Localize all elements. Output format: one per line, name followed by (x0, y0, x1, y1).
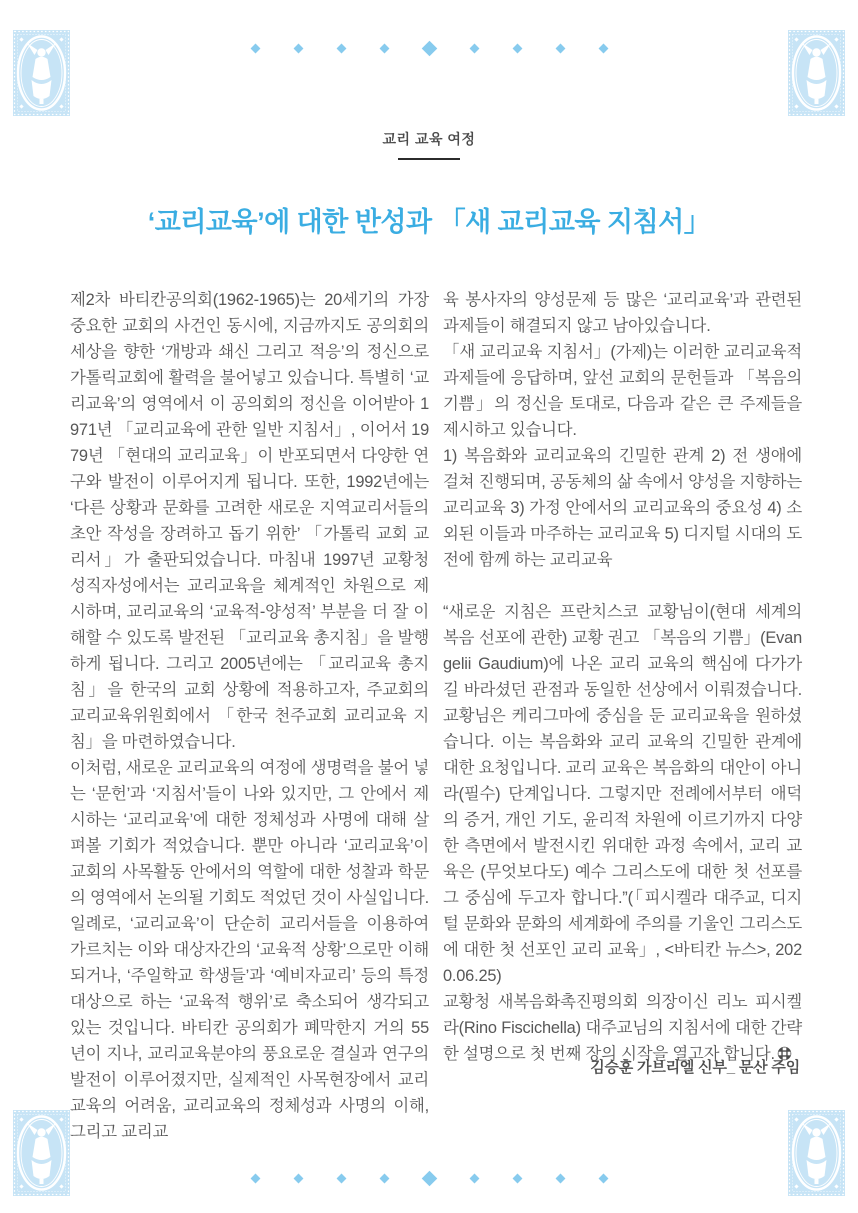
paragraph-gap (443, 573, 802, 599)
diamond-icon (421, 1170, 437, 1186)
paragraph: 1) 복음화와 교리교육의 긴밀한 관계 2) 전 생애에 걸쳐 진행되며, 공동체의 삶 속에서 양성을 지향하는 교리교육 3) 가정 안에서의 교리교육의 중요성 4) 소외된 이들과 마주하는 교리교육 5) 디지털 시대의 도전에 함께 하는 교리교육 (443, 447, 802, 569)
section-kicker: 교리 교육 여정 (382, 131, 476, 147)
diamond-icon (293, 43, 303, 53)
diamond-icon (598, 1173, 608, 1183)
diamond-icon (512, 43, 522, 53)
diamond-icon (336, 1173, 346, 1183)
diamond-separator-bottom (0, 1172, 858, 1184)
diamond-separator-top (0, 42, 858, 54)
diamond-icon (469, 1173, 479, 1183)
article-body (70, 287, 802, 1145)
paragraph-text: 교황청 새복음화촉진평의회 의장이신 리노 피시켈라(Rino Fiscichella) 대주교님의 지침서에 대한 간략한 설명으로 첫 번째 장의 시작을 열고자 합니다. (443, 993, 802, 1063)
diamond-icon (293, 1173, 303, 1183)
paragraph: “새로운 지침은 프란치스코 교황님이(현대 세계의 복음 선포에 관한) 교황 권고 「복음의 기쁨」(Evangelii Gaudium)에 나온 교리 교육의 핵심에 다가가길 바라셨던 관점과 동일한 선상에서 이뤄졌습니다. 교황님은 케리그마에 중심을 둔 교리교육을 원하셨습니다. 이는 복음화와 교리 교육의 긴밀한 관계에 대한 요청입니다. 교리 교육은 복음화의 대안이 아니라(필수) 단계입니다. 그렇지만 전례에서부터 애덕의 증거, 개인 기도, 윤리적 차원에 이르기까지 다양한 측면에서 발전시킨 위대한 과정 속에서, 교리 교육은 (무엇보다도) 예수 그리스도에 대한 첫 선포를 그 중심에 두고자 합니다.”(「피시켈라 대주교, 디지털 문화와 문화의 세계화에 주의를 기울인 그리스도에 대한 첫 선포인 교리 교육」, <바티칸 뉴스>, 2020.06.25) (443, 603, 802, 985)
paragraph: 이처럼, 새로운 교리교육의 여정에 생명력을 불어 넣는 ‘문헌’과 ‘지침서’들이 나와 있지만, 그 안에서 제시하는 ‘교리교육’에 대한 정체성과 사명에 대해 살펴볼 기회가 적었습니다. 뿐만 아니라 ‘교리교육’이 교회의 사목활동 안에서의 역할에 대한 성찰과 학문의 영역에서 논의될 기회도 적었던 것이 사실입니다. 일례로, ‘교리교육’이 단순히 교리서들을 이용하여 가르치는 이와 대상자간의 ‘교육적 상황’으로만 이해되거나, ‘주일학교 학생들’과 ‘예비자교리’ 등의 특정대상으로 하는 ‘교육적 행위’로 축소되어 생각되고 있는 것입니다. 바티칸 공의회가 폐막한지 거의 55년이 지나, 교리교육분야의 풍요로운 결실과 연구의 발전이 이루어졌지만, 실제적인 사목현장에서 교리교육의 어려움, 교리교육의 정체성과 사명의 이해, 그리고 교리교 (70, 759, 429, 1141)
diamond-icon (250, 43, 260, 53)
diamond-icon (512, 1173, 522, 1183)
left-column (70, 287, 429, 1145)
diamond-icon (555, 1173, 565, 1183)
diamond-icon (379, 1173, 389, 1183)
diamond-icon (336, 43, 346, 53)
diamond-icon (469, 43, 479, 53)
article-title: ‘교리교육’에 대한 반성과 「새 교리교육 지침서」 (147, 207, 711, 238)
paragraph: 제2차 바티칸공의회(1962-1965)는 20세기의 가장 중요한 교회의 사건인 동시에, 지금까지도 공의회의 세상을 향한 ‘개방과 쇄신 그리고 적응’의 정신으로 가톨릭교회에 활력을 불어넣고 있습니다. 특별히 ‘교리교육’의 영역에서 이 공의회의 정신을 이어받아 1971년 「교리교육에 관한 일반 지침서」, 이어서 1979년 「현대의 교리교육」이 반포되면서 다양한 연구와 발전이 이루어지게 됩니다. 또한, 1992년에는 ‘다른 상황과 문화를 고려한 새로운 지역교리서들의 초안 작성을 장려하고 돕기 위한’ 「가톨릭 교회 교리서」가 출판되었습니다. 마침내 1997년 교황청 성직자성에서는 교리교육을 체계적인 차원으로 제시하며, 교리교육의 ‘교육적-양성적’ 부분을 더 잘 이해할 수 있도록 발전된 「교리교육 총지침」을 발행하게 됩니다. 그리고 2005년에는 「교리교육 총지침」을 한국의 교회 상황에 적용하고자, 주교회의 교리교육위원회에서 「한국 천주교회 교리교육 지침」을 마련하였습니다. (70, 291, 429, 751)
diamond-icon (555, 43, 565, 53)
paragraph: 육 봉사자의 양성문제 등 많은 ‘교리교육’과 관련된 과제들이 해결되지 않고 남아있습니다. (443, 291, 802, 335)
author-byline: 김승훈 가브리엘 신부_ 문산 주임 (590, 1059, 800, 1076)
kicker-underline (398, 158, 460, 160)
diamond-icon (421, 40, 437, 56)
diamond-icon (598, 43, 608, 53)
diamond-icon (379, 43, 389, 53)
paragraph: 「새 교리교육 지침서」(가제)는 이러한 교리교육적 과제들에 응답하며, 앞선 교회의 문헌들과 「복음의 기쁨」의 정신을 토대로, 다음과 같은 큰 주제들을 제시하고 있습니다. (443, 343, 802, 439)
diamond-icon (250, 1173, 260, 1183)
right-column (443, 287, 802, 1145)
